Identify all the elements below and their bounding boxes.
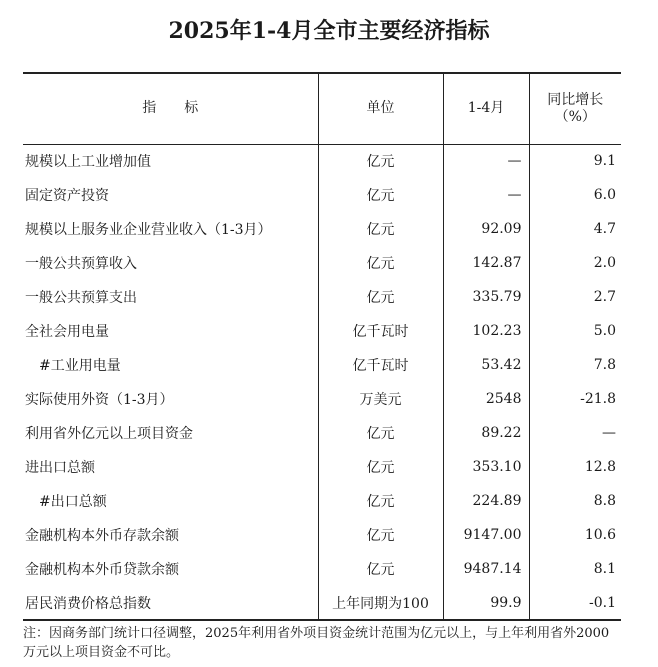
row-unit: 亿元: [318, 212, 443, 246]
row-unit: 亿元: [318, 416, 443, 450]
row-yoy: -0.1: [529, 586, 621, 620]
row-name: 进出口总额: [25, 460, 95, 476]
table-row: [23, 280, 621, 314]
header-yoy-unit: （%）: [554, 108, 596, 125]
table-row: [23, 178, 621, 212]
row-value: 89.22: [443, 416, 529, 450]
row-name: #工业用电量: [39, 358, 121, 374]
row-value: 102.23: [443, 314, 529, 348]
table-row: [23, 484, 621, 518]
row-yoy: 6.0: [529, 178, 621, 212]
header-yoy: [529, 73, 621, 144]
row-yoy: —: [529, 416, 621, 450]
table-body: [23, 144, 621, 620]
row-name: 规模以上工业增加值: [25, 154, 151, 171]
row-unit: 亿元: [318, 144, 443, 178]
row-name: 金融机构本外币存款余额: [25, 528, 179, 544]
row-value: 353.10: [443, 450, 529, 484]
row-unit: 亿千瓦时: [318, 348, 443, 382]
row-value: 142.87: [443, 246, 529, 280]
row-value: 99.9: [443, 586, 529, 620]
row-value: —: [443, 144, 529, 178]
row-unit: 亿元: [318, 484, 443, 518]
row-value: 335.79: [443, 280, 529, 314]
row-name: 金融机构本外币贷款余额: [25, 562, 179, 578]
table-row: [23, 586, 621, 620]
row-name: 全社会用电量: [25, 324, 109, 340]
row-value: 9487.14: [443, 552, 529, 586]
table-row: [23, 348, 621, 382]
row-value: —: [443, 178, 529, 212]
row-value: 9147.00: [443, 518, 529, 552]
table-row: [23, 552, 621, 586]
row-name: 一般公共预算收入: [25, 256, 137, 272]
table-row: [23, 450, 621, 484]
row-yoy: 8.8: [529, 484, 621, 518]
header-period: 1-4月: [443, 73, 529, 144]
table-row: [23, 246, 621, 280]
row-yoy: 4.7: [529, 212, 621, 246]
row-yoy: 5.0: [529, 314, 621, 348]
row-name: 规模以上服务业企业营业收入（1-3月）: [25, 222, 272, 238]
header-yoy-label: 同比增长: [547, 91, 604, 108]
row-name: 利用省外亿元以上项目资金: [25, 426, 193, 442]
row-name: 实际使用外资（1-3月）: [25, 392, 174, 408]
table-row: [23, 382, 621, 416]
indicators-table: [23, 72, 621, 621]
row-value: 224.89: [443, 484, 529, 518]
row-value: 92.09: [443, 212, 529, 246]
page-title: 2025年1-4月全市主要经济指标: [168, 18, 490, 44]
row-unit: 亿千瓦时: [318, 314, 443, 348]
row-yoy: 7.8: [529, 348, 621, 382]
row-name: 居民消费价格总指数: [23, 586, 318, 620]
header-unit: 单位: [318, 73, 443, 144]
row-yoy: -21.8: [529, 382, 621, 416]
row-yoy: 9.1: [529, 144, 621, 178]
row-unit: 亿元: [318, 246, 443, 280]
row-name: #出口总额: [39, 494, 107, 510]
row-name: 固定资产投资: [25, 188, 109, 204]
row-yoy: 10.6: [529, 518, 621, 552]
row-unit: 亿元: [318, 280, 443, 314]
row-unit: 万美元: [318, 382, 443, 416]
footnote: 注：因商务部门统计口径调整，2025年利用省外项目资金统计范围为亿元以上，与上年利用省外2000万元以上项目资金不可比。: [23, 626, 610, 660]
row-unit: 亿元: [318, 178, 443, 212]
table-header-row: [23, 73, 621, 144]
table-row: [23, 212, 621, 246]
row-yoy: 2.0: [529, 246, 621, 280]
table-header: [23, 73, 621, 144]
table-row: [23, 518, 621, 552]
row-value: 2548: [443, 382, 529, 416]
table-row: [23, 314, 621, 348]
table-row: [23, 144, 621, 178]
row-name: 一般公共预算支出: [25, 290, 137, 306]
row-value: 53.42: [443, 348, 529, 382]
row-yoy: 12.8: [529, 450, 621, 484]
row-unit: 亿元: [318, 552, 443, 586]
row-yoy: 2.7: [529, 280, 621, 314]
row-unit: 亿元: [318, 450, 443, 484]
row-unit: 上年同期为100: [318, 586, 443, 620]
row-yoy: 8.1: [529, 552, 621, 586]
header-indicator: 指 标: [23, 73, 318, 144]
table-row: [23, 416, 621, 450]
row-unit: 亿元: [318, 518, 443, 552]
